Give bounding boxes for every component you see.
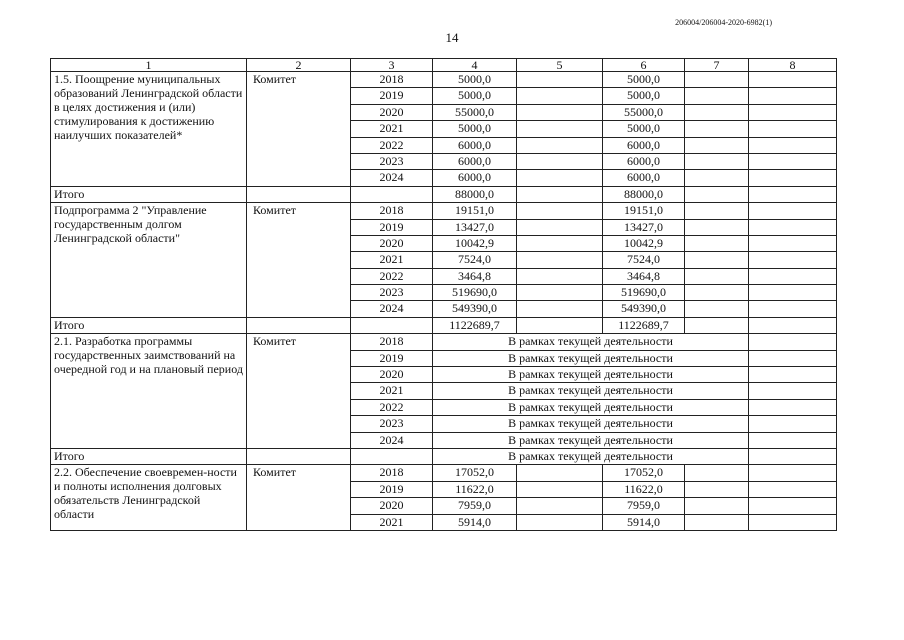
span-text-cell: В рамках текущей деятельности xyxy=(433,367,749,383)
span-text-cell: В рамках текущей деятельности xyxy=(433,399,749,415)
value-col8 xyxy=(749,367,837,383)
value-col6: 55000,0 xyxy=(603,104,685,120)
year-cell: 2021 xyxy=(351,121,433,137)
value-col7 xyxy=(685,121,749,137)
value-col7 xyxy=(685,301,749,317)
value-col5 xyxy=(517,252,603,268)
value-col7 xyxy=(685,514,749,530)
total-col6: 88000,0 xyxy=(603,186,685,202)
year-cell: 2020 xyxy=(351,367,433,383)
value-col8 xyxy=(749,121,837,137)
table-row xyxy=(51,72,837,88)
value-col7 xyxy=(685,153,749,169)
year-cell: 2018 xyxy=(351,72,433,88)
total-label: Итого xyxy=(51,448,247,464)
value-col8 xyxy=(749,268,837,284)
table-row xyxy=(51,203,837,219)
value-col6: 10042,9 xyxy=(603,235,685,251)
year-cell: 2022 xyxy=(351,137,433,153)
value-col5 xyxy=(517,170,603,186)
total-year xyxy=(351,186,433,202)
value-col7 xyxy=(685,268,749,284)
total-col7 xyxy=(685,186,749,202)
value-col7 xyxy=(685,88,749,104)
value-col4: 5000,0 xyxy=(433,88,517,104)
value-col7 xyxy=(685,285,749,301)
value-col8 xyxy=(749,252,837,268)
year-cell: 2022 xyxy=(351,399,433,415)
year-cell: 2020 xyxy=(351,235,433,251)
header-cell: 3 xyxy=(351,59,433,72)
value-col7 xyxy=(685,203,749,219)
year-cell: 2023 xyxy=(351,285,433,301)
header-cell: 4 xyxy=(433,59,517,72)
total-executor xyxy=(247,186,351,202)
value-col6: 5000,0 xyxy=(603,72,685,88)
value-col6: 19151,0 xyxy=(603,203,685,219)
total-label: Итого xyxy=(51,317,247,333)
value-col8 xyxy=(749,481,837,497)
budget-table xyxy=(50,58,837,531)
value-col8 xyxy=(749,514,837,530)
value-col8 xyxy=(749,399,837,415)
total-col4: 88000,0 xyxy=(433,186,517,202)
year-cell: 2021 xyxy=(351,514,433,530)
value-col8 xyxy=(749,301,837,317)
value-col4: 13427,0 xyxy=(433,219,517,235)
value-col6: 6000,0 xyxy=(603,153,685,169)
value-col6: 11622,0 xyxy=(603,481,685,497)
value-col6: 17052,0 xyxy=(603,465,685,481)
span-text-cell: В рамках текущей деятельности xyxy=(433,350,749,366)
value-col5 xyxy=(517,203,603,219)
year-cell: 2020 xyxy=(351,498,433,514)
value-col7 xyxy=(685,498,749,514)
total-col5 xyxy=(517,317,603,333)
value-col5 xyxy=(517,514,603,530)
value-col4: 6000,0 xyxy=(433,153,517,169)
value-col7 xyxy=(685,170,749,186)
span-text-cell: В рамках текущей деятельности xyxy=(433,383,749,399)
value-col5 xyxy=(517,121,603,137)
value-col7 xyxy=(685,104,749,120)
value-col6: 519690,0 xyxy=(603,285,685,301)
executor-cell: Комитет xyxy=(247,72,351,187)
total-row xyxy=(51,317,837,333)
total-executor xyxy=(247,317,351,333)
value-col7 xyxy=(685,137,749,153)
value-col6: 7959,0 xyxy=(603,498,685,514)
total-col8 xyxy=(749,448,837,464)
value-col8 xyxy=(749,465,837,481)
document-id: 206004/206004-2020-6982(1) xyxy=(675,18,772,27)
value-col5 xyxy=(517,301,603,317)
year-cell: 2024 xyxy=(351,432,433,448)
value-col7 xyxy=(685,252,749,268)
value-col4: 11622,0 xyxy=(433,481,517,497)
executor-cell: Комитет xyxy=(247,203,351,318)
value-col6: 13427,0 xyxy=(603,219,685,235)
value-col4: 5000,0 xyxy=(433,121,517,137)
year-cell: 2019 xyxy=(351,88,433,104)
value-col8 xyxy=(749,285,837,301)
value-col5 xyxy=(517,285,603,301)
total-col8 xyxy=(749,186,837,202)
span-text-cell: В рамках текущей деятельности xyxy=(433,416,749,432)
value-col7 xyxy=(685,235,749,251)
measure-name: Подпрограмма 2 "Управление государственным долгом Ленинградской области" xyxy=(51,203,247,318)
value-col8 xyxy=(749,235,837,251)
total-row xyxy=(51,186,837,202)
page-number: 14 xyxy=(445,30,459,45)
table-row xyxy=(51,465,837,481)
total-col8 xyxy=(749,317,837,333)
value-col4: 5000,0 xyxy=(433,72,517,88)
total-col4: 1122689,7 xyxy=(433,317,517,333)
value-col7 xyxy=(685,481,749,497)
total-row xyxy=(51,448,837,464)
year-cell: 2023 xyxy=(351,153,433,169)
value-col4: 6000,0 xyxy=(433,137,517,153)
measure-name: 2.1. Разработка программы государственных заимствований на очередной год и на плановый период xyxy=(51,334,247,449)
value-col8 xyxy=(749,137,837,153)
year-cell: 2022 xyxy=(351,268,433,284)
value-col5 xyxy=(517,465,603,481)
year-cell: 2018 xyxy=(351,203,433,219)
span-text-cell: В рамках текущей деятельности xyxy=(433,432,749,448)
value-col7 xyxy=(685,72,749,88)
value-col8 xyxy=(749,170,837,186)
value-col8 xyxy=(749,153,837,169)
value-col4: 19151,0 xyxy=(433,203,517,219)
year-cell: 2019 xyxy=(351,219,433,235)
value-col6: 549390,0 xyxy=(603,301,685,317)
year-cell: 2019 xyxy=(351,350,433,366)
value-col4: 7959,0 xyxy=(433,498,517,514)
value-col7 xyxy=(685,219,749,235)
value-col5 xyxy=(517,72,603,88)
value-col4: 3464,8 xyxy=(433,268,517,284)
total-span-text: В рамках текущей деятельности xyxy=(433,448,749,464)
header-cell: 7 xyxy=(685,59,749,72)
value-col8 xyxy=(749,88,837,104)
total-col6: 1122689,7 xyxy=(603,317,685,333)
measure-name: 2.2. Обеспечение своевремен-ности и полноты исполнения долговых обязательств Ленинградской области xyxy=(51,465,247,531)
value-col4: 549390,0 xyxy=(433,301,517,317)
total-col7 xyxy=(685,317,749,333)
value-col8 xyxy=(749,72,837,88)
value-col4: 10042,9 xyxy=(433,235,517,251)
year-cell: 2018 xyxy=(351,465,433,481)
value-col8 xyxy=(749,334,837,350)
total-col5 xyxy=(517,186,603,202)
header-cell: 2 xyxy=(247,59,351,72)
executor-cell: Комитет xyxy=(247,465,351,531)
year-cell: 2019 xyxy=(351,481,433,497)
year-cell: 2023 xyxy=(351,416,433,432)
value-col6: 7524,0 xyxy=(603,252,685,268)
year-cell: 2018 xyxy=(351,334,433,350)
value-col5 xyxy=(517,498,603,514)
value-col5 xyxy=(517,235,603,251)
value-col5 xyxy=(517,153,603,169)
value-col8 xyxy=(749,383,837,399)
value-col5 xyxy=(517,481,603,497)
executor-cell: Комитет xyxy=(247,334,351,449)
table-row xyxy=(51,334,837,350)
measure-name: 1.5. Поощрение муниципальных образований Ленинградской области в целях достижения и (или) стимулирования к достижению наилучших показателей* xyxy=(51,72,247,187)
value-col5 xyxy=(517,137,603,153)
header-cell: 1 xyxy=(51,59,247,72)
value-col5 xyxy=(517,219,603,235)
header-cell: 5 xyxy=(517,59,603,72)
total-year xyxy=(351,448,433,464)
total-executor xyxy=(247,448,351,464)
value-col4: 6000,0 xyxy=(433,170,517,186)
value-col8 xyxy=(749,498,837,514)
header-row xyxy=(51,59,837,72)
value-col8 xyxy=(749,203,837,219)
value-col6: 6000,0 xyxy=(603,170,685,186)
year-cell: 2020 xyxy=(351,104,433,120)
year-cell: 2024 xyxy=(351,170,433,186)
value-col4: 519690,0 xyxy=(433,285,517,301)
value-col4: 5914,0 xyxy=(433,514,517,530)
year-cell: 2021 xyxy=(351,383,433,399)
value-col8 xyxy=(749,219,837,235)
value-col6: 3464,8 xyxy=(603,268,685,284)
total-year xyxy=(351,317,433,333)
value-col4: 7524,0 xyxy=(433,252,517,268)
value-col8 xyxy=(749,350,837,366)
value-col6: 5914,0 xyxy=(603,514,685,530)
value-col8 xyxy=(749,432,837,448)
value-col5 xyxy=(517,268,603,284)
span-text-cell: В рамках текущей деятельности xyxy=(433,334,749,350)
header-cell: 8 xyxy=(749,59,837,72)
value-col5 xyxy=(517,104,603,120)
value-col6: 5000,0 xyxy=(603,88,685,104)
value-col6: 5000,0 xyxy=(603,121,685,137)
total-label: Итого xyxy=(51,186,247,202)
year-cell: 2021 xyxy=(351,252,433,268)
value-col8 xyxy=(749,104,837,120)
value-col8 xyxy=(749,416,837,432)
year-cell: 2024 xyxy=(351,301,433,317)
value-col4: 17052,0 xyxy=(433,465,517,481)
header-cell: 6 xyxy=(603,59,685,72)
value-col7 xyxy=(685,465,749,481)
value-col5 xyxy=(517,88,603,104)
value-col4: 55000,0 xyxy=(433,104,517,120)
value-col6: 6000,0 xyxy=(603,137,685,153)
